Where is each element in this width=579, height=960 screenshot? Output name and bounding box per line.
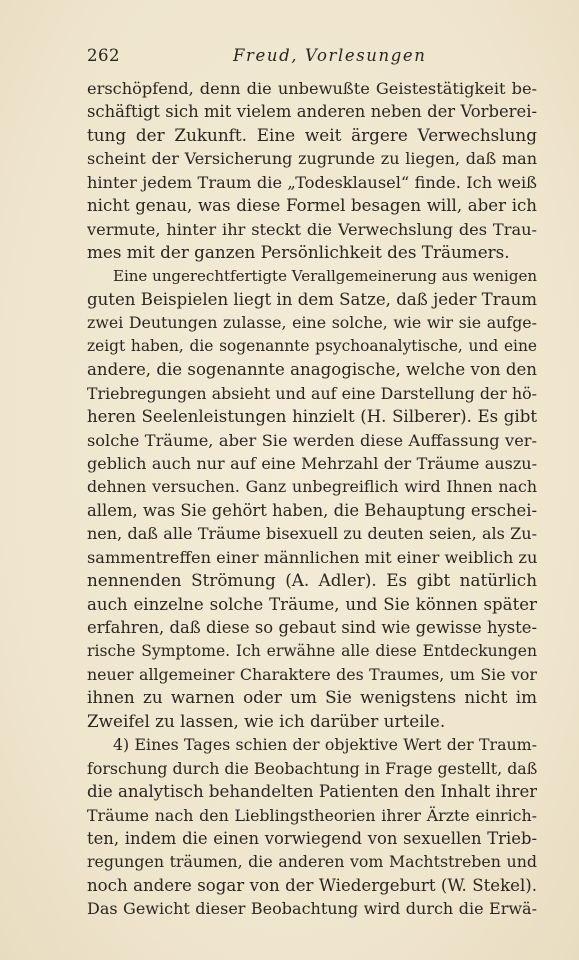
- text-line: ten, indem die einen vorwiegend von sexuellen Trieb-: [87, 829, 537, 848]
- text-line: scheint der Versicherung zugrunde zu liegen, daß man: [87, 149, 537, 169]
- text-line: 4) Eines Tages schien der objektive Wert der Traum-: [113, 735, 537, 755]
- text-line: noch andere sogar von der Wiedergeburt (W. Stekel).: [87, 875, 537, 895]
- paragraph: [87, 77, 537, 265]
- text-line: hinter jedem Traum die „Todesklausel“ finde. Ich weiß: [87, 172, 537, 192]
- text-line: andere, die sogenannte anagogische, welche von den: [87, 360, 537, 380]
- page-number: 262: [87, 46, 120, 65]
- text-line: sammentreffen einer männlichen mit einer weiblich zu: [87, 547, 537, 567]
- text-line: Eine ungerechtfertigte Verallgemeinerung aus wenigen: [113, 266, 537, 285]
- text-line: vermute, hinter ihr steckt die Verwechslung des Trau-: [87, 219, 537, 239]
- text-line: erfahren, daß diese so gebaut sind wie gewisse hyste-: [87, 618, 537, 638]
- paragraph: [87, 733, 537, 921]
- text-line: Träume nach den Lieblingstheorien ihrer Ärzte einrich-: [87, 805, 537, 825]
- text-line: heren Seelenleistungen hinzielt (H. Silberer). Es gibt: [87, 407, 537, 427]
- text-line: nen, daß alle Träume bisexuell zu deuten seien, als Zu-: [87, 524, 537, 544]
- text-line: guten Beispielen liegt in dem Satze, daß jeder Traum: [87, 289, 537, 309]
- text-line: Triebregungen absieht und auf eine Darstellung der hö-: [87, 383, 537, 403]
- text-line: allem, was Sie gehört haben, die Behauptung erschei-: [87, 500, 537, 520]
- text-line: zwei Deutungen zulasse, eine solche, wie wir sie aufge-: [87, 313, 537, 333]
- text-line: nennenden Strömung (A. Adler). Es gibt natürlich: [87, 570, 537, 591]
- text-line: dehnen versuchen. Ganz unbegreiflich wird Ihnen nach: [87, 477, 537, 497]
- text-line: erschöpfend, denn die unbewußte Geistestätigkeit be-: [87, 79, 537, 98]
- text-line: zeigt haben, die sogenannte psychoanalytische, und eine: [87, 336, 537, 355]
- text-line: Das Gewicht dieser Beobachtung wird durch die Erwä-: [87, 899, 537, 919]
- paragraph: [87, 265, 537, 734]
- text-line: geblich auch nur auf eine Mehrzahl der Träume auszu-: [87, 454, 537, 473]
- text-line: regungen träumen, die anderen vom Machtstreben und: [87, 852, 537, 872]
- text-line: tung der Zukunft. Eine weit ärgere Verwechslung: [87, 124, 537, 145]
- text-line: mes mit der ganzen Persönlichkeit des Träumers.: [87, 242, 510, 263]
- text-line: Zweifel zu lassen, wie ich darüber urteile.: [87, 710, 446, 731]
- page-header: [87, 46, 537, 70]
- text-line: auch einzelne solche Träume, und Sie können später: [87, 594, 537, 614]
- body-text: [87, 77, 537, 921]
- text-line: nicht genau, was diese Formel besagen will, aber ich: [87, 196, 537, 216]
- text-line: neuer allgemeiner Charaktere des Traumes, um Sie vor: [87, 664, 537, 684]
- text-line: die analytisch behandelten Patienten den Inhalt ihrer: [87, 782, 537, 802]
- text-line: schäftigt sich mit vielem anderen neben der Vorberei-: [87, 102, 537, 122]
- text-line: solche Träume, aber Sie werden diese Auffassung ver-: [87, 430, 537, 450]
- text-line: forschung durch die Beobachtung in Frage gestellt, daß: [87, 758, 537, 778]
- text-line: rische Symptome. Ich erwähne alle diese Entdeckungen: [87, 641, 537, 660]
- running-title: Freud, Vorlesungen: [233, 46, 427, 65]
- text-line: ihnen zu warnen oder um Sie wenigstens nicht im: [87, 687, 537, 708]
